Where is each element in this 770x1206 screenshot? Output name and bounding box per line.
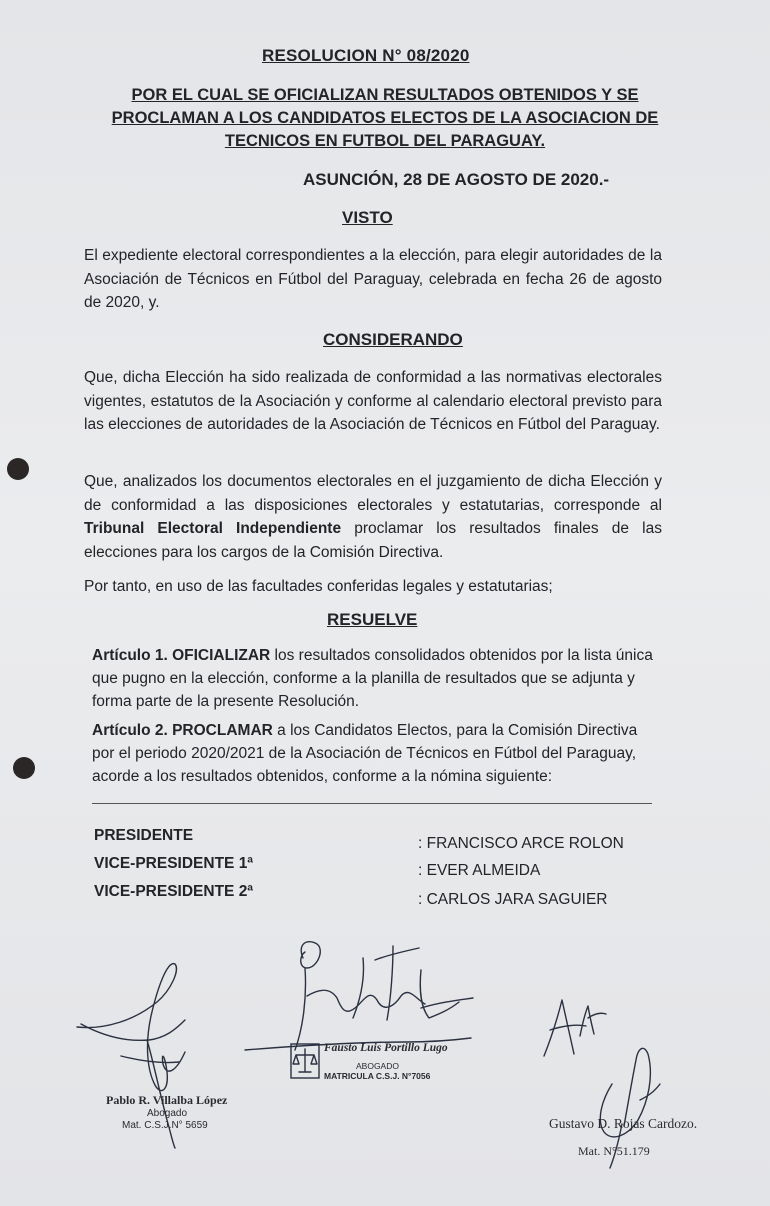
resolution-date: ASUNCIÓN, 28 DE AGOSTO DE 2020.-: [303, 170, 610, 189]
binder-hole: [13, 757, 35, 779]
article-1: Artículo 1. OFICIALIZAR los resultados consolidados obtenidos por la lista única que pugno en la elección, conforme a la planilla de resultados que se adjunta y forma parte de la presente Resolución.: [92, 647, 653, 710]
officer-name-vp2: : CARLOS JARA SAGUIER: [418, 891, 608, 908]
signature-center-mat: MATRICULA C.S.J. N°7056: [324, 1071, 431, 1081]
resolution-title: RESOLUCION N° 08/2020: [262, 46, 470, 65]
article-2: Artículo 2. PROCLAMAR a los Candidatos Electos, para la Comisión Directiva por el periodo 2020/2021 de la Asociación de Técnicos en Fútbol del Paraguay, acorde a los resultados obtenidos, conforme a la nómina siguiente:: [92, 722, 638, 785]
considerando-paragraph-1: Que, dicha Elección ha sido realizada de conformidad a las normativas electorales vigentes, estatutos de la Asociación y conforme al calendario electoral previsto para las elecciones de autoridades de la Asociación de Técnicos en Fútbol del Paraguay.: [84, 369, 662, 433]
officer-name-president: : FRANCISCO ARCE ROLON: [418, 835, 624, 852]
signature-left-title: Abogado: [147, 1108, 188, 1119]
signature-right-name: Gustavo D. Rojas Cardozo.: [549, 1116, 698, 1131]
considerando-paragraph-2: Que, analizados los documentos electorales en el juzgamiento de dicha Elección y de conformidad a las disposiciones electorales y estatutarias, corresponde al Tribunal Electoral Independiente proclamar los resultados finales de las elecciones para los cargos de la Comisión Directiva.: [84, 473, 662, 561]
signature-center-title: ABOGADO: [356, 1061, 399, 1071]
binder-hole: [7, 458, 29, 480]
scales-of-justice-icon: [290, 1043, 320, 1079]
tribunal-name: Tribunal Electoral Independiente: [84, 520, 342, 537]
divider: [92, 803, 652, 804]
officer-name-vp1: : EVER ALMEIDA: [418, 862, 541, 879]
visto-heading: VISTO: [342, 208, 393, 227]
signature-left-mat: Mat. C.S.J.N° 5659: [122, 1120, 208, 1131]
visto-text: El expediente electoral correspondientes a la elección, para elegir autoridades de la Asociación de Técnicos en Fútbol del Paraguay, celebrada en fecha 26 de agosto de 2020, y.: [84, 247, 662, 311]
signature-center-name: Fausto Luis Portillo Lugo: [324, 1042, 448, 1054]
signature-left-name: Pablo R. Villalba López: [106, 1093, 228, 1107]
officer-role-president: PRESIDENTE: [94, 827, 194, 844]
resuelve-heading: RESUELVE: [327, 610, 418, 629]
signature-right-mat: Mat. N°51.179: [578, 1144, 650, 1158]
considerando-heading: CONSIDERANDO: [323, 330, 463, 349]
officer-role-vp1: VICE-PRESIDENTE 1ª: [94, 855, 254, 872]
considerando-paragraph-3: Por tanto, en uso de las facultades conferidas legales y estatutarias;: [84, 578, 553, 595]
resolution-subtitle: POR EL CUAL SE OFICIALIZAN RESULTADOS OBTENIDOS Y SE PROCLAMAN A LOS CANDIDATOS ELECTOS DE LA ASOCIACION DE TECNICOS EN FUTBOL DEL PARAGUAY.: [111, 86, 659, 150]
officer-role-vp2: VICE-PRESIDENTE 2ª: [94, 883, 254, 900]
